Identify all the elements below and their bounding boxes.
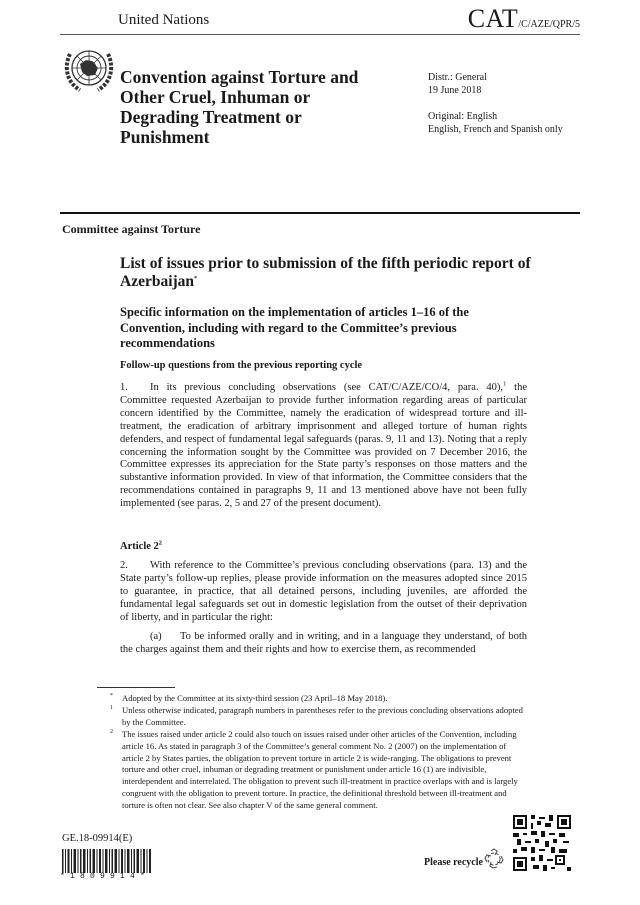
job-number: GE.18-09914(E): [62, 833, 133, 844]
document-subtitle: Specific information on the implementation of articles 1–16 of the Convention, including with regard to the Committee’s previous recommendations: [120, 305, 469, 350]
paragraph-text: the Committee requested Azerbaijan to provide further information regarding areas of particular concern identified by the Committee, namely the eradication of widespread torture and ill-treatment, the eradication of arbitrary imprisonment and alleged torture of human rights defenders, and respect of fundamental legal safeguards (paras. 9, 11 and 13). Noting that a reply concerning the information sought by the Committee was provided on 7 December 2016, the Committee expresses its appreciation for the State party’s responses on those matters and the substantive information provided. In view of that information, the Committee considers that the recommendations contained in paragraphs 9, 11 and 13 mentioned above have not been fully implemented (see paras. 2, 5 and 27 of the present document).: [120, 382, 528, 510]
footnote-text: Adopted by the Committee at its sixty-third session (23 April–18 May 2018).: [122, 693, 388, 703]
footnote-mark: *: [110, 693, 113, 699]
barcode-icon: [62, 849, 152, 873]
original-language: Original: English: [428, 111, 498, 122]
document-title: [120, 255, 540, 291]
document-title-text: List of issues prior to submission of the fifth periodic report of Azerbaijan: [120, 255, 531, 290]
article-heading-text: Article 2: [120, 541, 159, 552]
footnote-mark: 1: [110, 704, 113, 711]
paragraph-2: [120, 560, 527, 625]
header-rule: [60, 34, 580, 35]
subparagraph-number: (a): [150, 631, 162, 642]
paragraph-number: 1.: [120, 382, 128, 393]
footnote-ref-2[interactable]: 2: [158, 539, 163, 547]
section-heading-follow-up: Follow-up questions from the previous reporting cycle: [120, 360, 363, 371]
footnote-text: Unless otherwise indicated, paragraph numbers in parentheses refer to the previous concluding observations adopted by the Committee.: [122, 704, 523, 727]
symbol-main: CAT: [467, 4, 519, 33]
committee-name: Committee against Torture: [62, 222, 201, 236]
footnote-2: [106, 729, 526, 812]
document-symbol: [468, 4, 580, 34]
paragraph-text: With reference to the Committee’s previous concluding observations (para. 13) and the State party’s follow-up replies, please provide information on the measures adopted since 2015 to guarantee, in practice, that all detained persons, including juveniles, are afforded the fundamental legal safeguards set out in domestic legislation from the outset of their deprivation of liberty, and in particular the right:: [120, 560, 527, 623]
document-date: 19 June 2018: [428, 85, 482, 96]
convention-title: Convention against Torture and Other Cruel, Inhuman or Degrading Treatment or Punishment: [120, 67, 359, 147]
symbol-sub: /C/AZE/QPR/5: [518, 19, 580, 30]
paragraph-text: In its previous concluding observations (see CAT/C/AZE/CO/4, para. 40),: [150, 382, 504, 393]
footnote-mark: 2: [110, 728, 113, 735]
paragraph-text: To be informed orally and in writing, and in a language they understand, of both the charges against them and their rights and how to exercise them, as recommended: [120, 631, 527, 655]
recycle-icon: [482, 847, 506, 871]
footnote-text: The issues raised under article 2 could also touch on issues raised under other articles of the Convention, including article 16. As stated in paragraph 3 of the Committee’s general comment No. 2 (2007) on the implementation of article 2 by States parties, the obligation to prevent torture in article 2 is wide-ranging. The obligations to prevent torture and other cruel, inhuman or degrading treatment or punishment under article 16 (1) are indivisible, interdependent and interrelated. The obligation to prevent such ill-treatment in practice overlaps with and is largely congruent with the obligation to prevent torture. In practice, the definitional threshold between ill-treatment and torture is often not clear. See also chapter V of the same general comment.: [122, 728, 518, 811]
footnote-rule: [97, 687, 175, 688]
available-languages: English, French and Spanish only: [428, 124, 563, 135]
distribution: Distr.: General: [428, 72, 487, 83]
barcode-number: *1809914*: [60, 872, 151, 881]
footnote-ref-1[interactable]: 1: [503, 380, 507, 388]
footnote-1: [106, 705, 526, 729]
section-rule: [60, 212, 580, 214]
recycle-label: Please recycle: [424, 857, 483, 868]
subparagraph-a: [120, 631, 527, 657]
organization-name: United Nations: [118, 12, 210, 28]
paragraph-1: [120, 382, 527, 511]
language-block: [428, 110, 563, 136]
qr-code-icon[interactable]: [513, 815, 571, 871]
paragraph-number: 2.: [120, 560, 128, 571]
title-footnote-ref[interactable]: *: [194, 274, 198, 282]
distribution-block: [428, 71, 487, 97]
footnote-star: [106, 693, 526, 705]
section-heading-article-2: [120, 541, 162, 552]
footnotes: [106, 693, 526, 812]
un-emblem-icon: [62, 40, 116, 94]
